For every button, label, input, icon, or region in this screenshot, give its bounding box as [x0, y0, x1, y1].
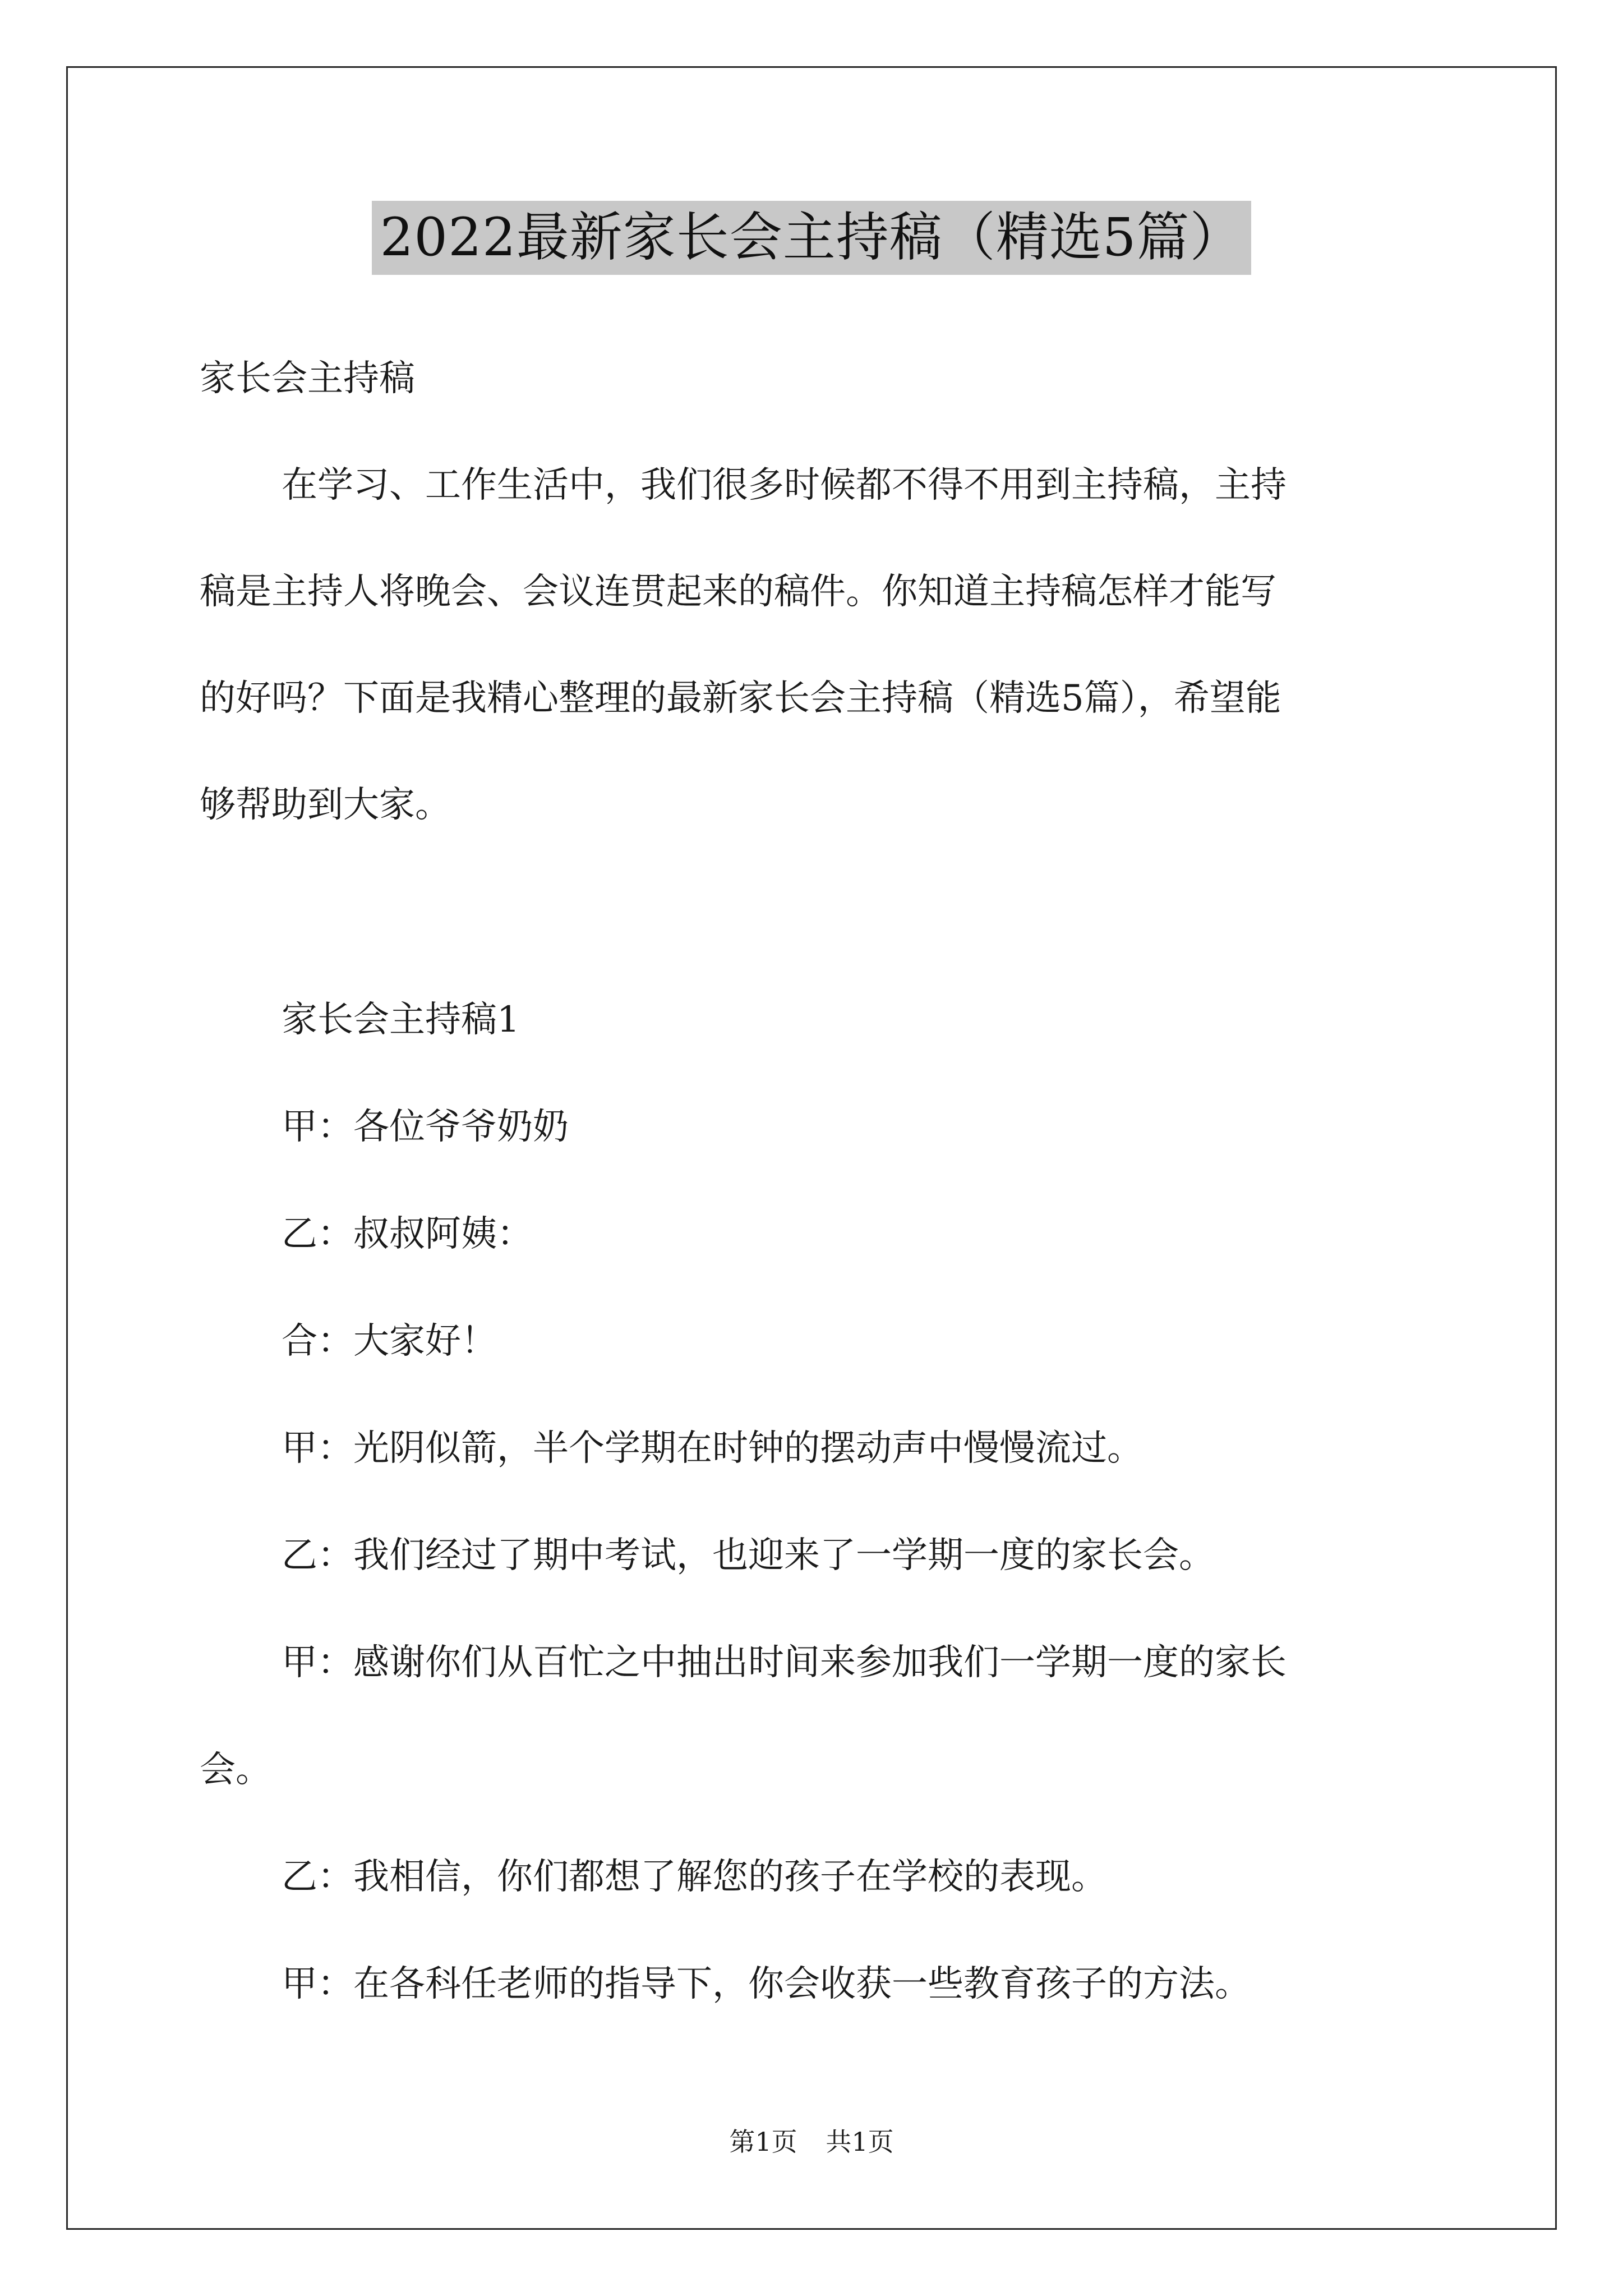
script-line-7: 会。 [200, 1749, 271, 1791]
intro-line-4: 够帮助到大家。 [200, 784, 451, 826]
script-line-3: 合：大家好！ [282, 1320, 497, 1362]
script-line-2: 乙：叔叔阿姨： [282, 1213, 533, 1255]
script-line-5: 乙：我们经过了期中考试，也迎来了一学期一度的家长会。 [282, 1535, 1215, 1576]
section-title: 家长会主持稿1 [282, 999, 520, 1041]
intro-line-3: 的好吗？下面是我精心整理的最新家长会主持稿（精选5篇），希望能 [200, 678, 1281, 719]
intro-line-1: 在学习、工作生活中，我们很多时候都不得不用到主持稿，主持 [282, 464, 1287, 506]
script-line-6: 甲：感谢你们从百忙之中抽出时间来参加我们一学期一度的家长 [282, 1642, 1287, 1683]
page-number: 第1页 [729, 2127, 797, 2157]
script-line-8: 乙：我相信，你们都想了解您的孩子在学校的表现。 [282, 1856, 1107, 1898]
document-heading: 家长会主持稿 [200, 358, 415, 399]
intro-line-2: 稿是主持人将晚会、会议连贯起来的稿件。你知道主持稿怎样才能写 [200, 571, 1276, 613]
document-title: 2022最新家长会主持稿（精选5篇） [372, 201, 1251, 275]
page-footer [0, 2125, 1623, 2159]
script-line-1: 甲：各位爷爷奶奶 [282, 1106, 569, 1148]
title-container [0, 201, 1623, 275]
script-line-4: 甲：光阴似箭，半个学期在时钟的摆动声中慢慢流过。 [282, 1428, 1143, 1469]
page-total: 共1页 [826, 2127, 894, 2157]
script-line-9: 甲：在各科任老师的指导下，你会收获一些教育孩子的方法。 [282, 1963, 1251, 2005]
